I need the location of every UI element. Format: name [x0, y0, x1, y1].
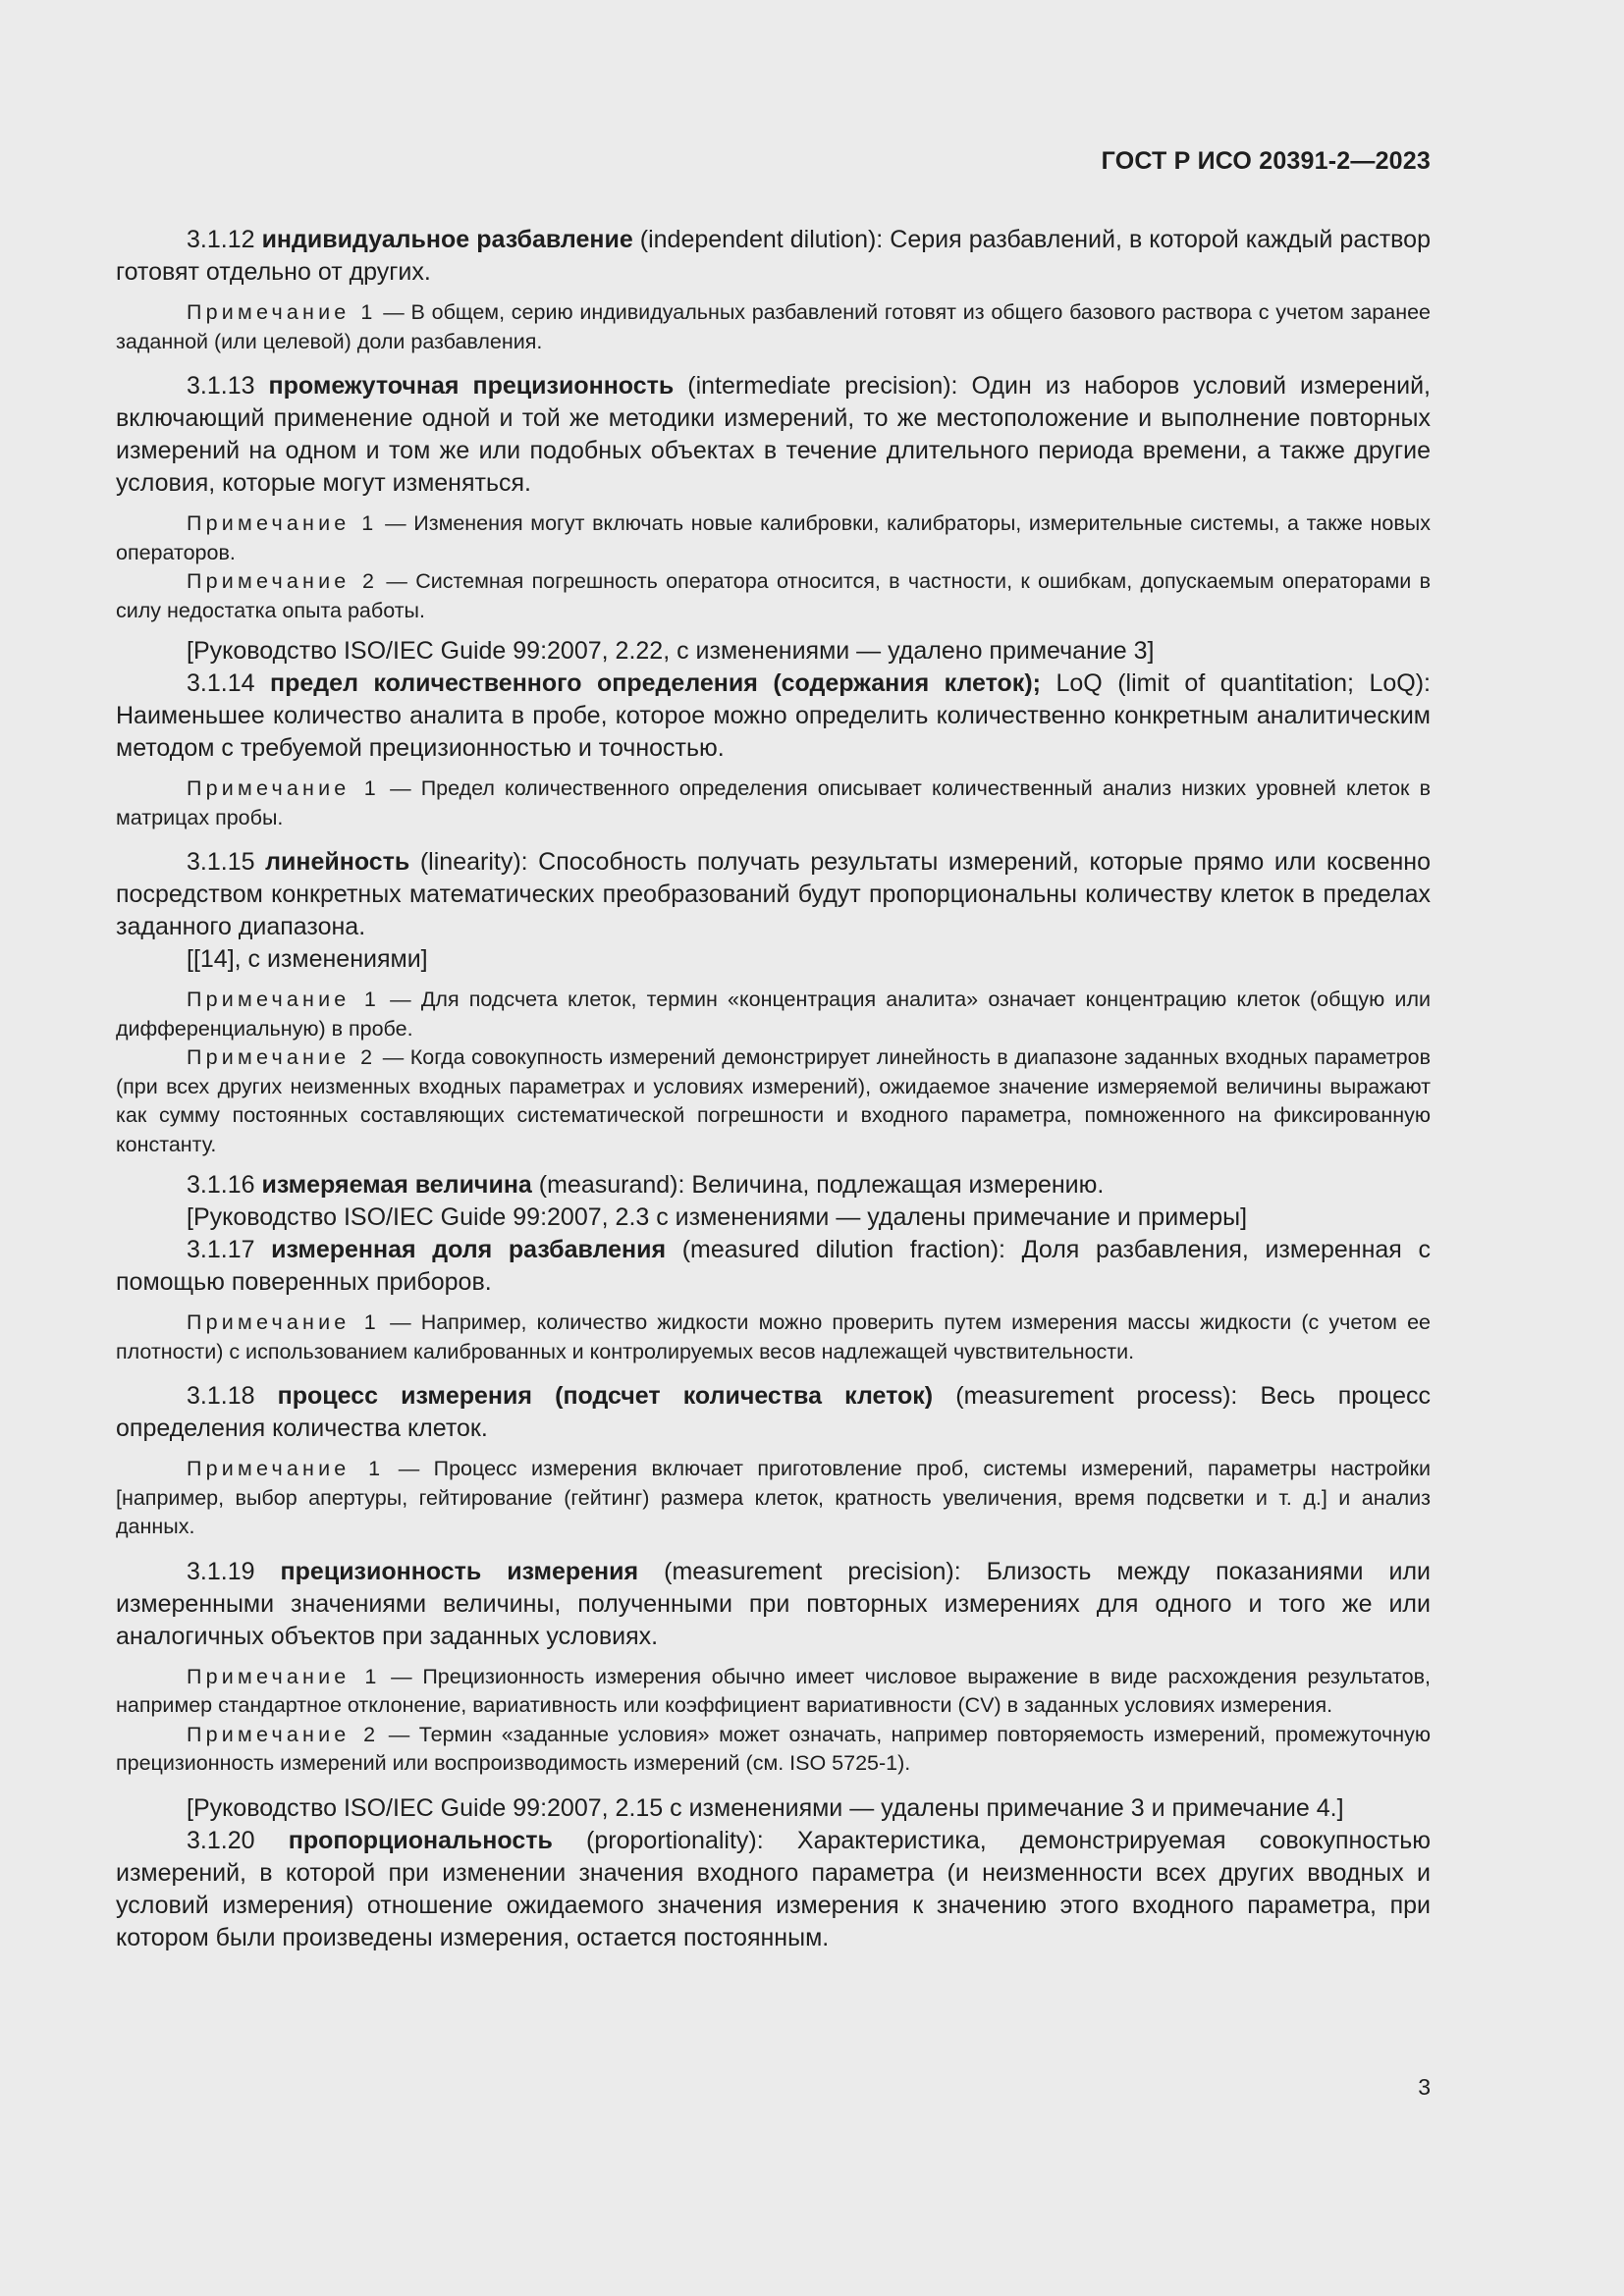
- note-text: — Предел количественного определения описывает количественный анализ низких уровней клеток в матрицах пробы.: [116, 776, 1431, 829]
- note-label: Примечание 1: [187, 1310, 380, 1334]
- term-name: измеренная доля разбавления: [271, 1236, 667, 1263]
- note-text: — Например, количество жидкости можно проверить путем измерения массы жидкости (с учетом ее плотности) с использованием калиброванных и контролируемых весов надлежащей чувствительности.: [116, 1310, 1431, 1363]
- note-text: — Процесс измерения включает приготовление проб, системы измерений, параметры настройки [например, выбор апертуры, гейтирование (гейтинг) размера клеток, кратность увеличения, время подсветки и т. д.] и анализ данных.: [116, 1457, 1431, 1538]
- term-number: 3.1.12: [187, 226, 255, 253]
- note-label: Примечание 2: [187, 569, 379, 593]
- term-definition: (intermediate precision): Один из наборов условий измерений, включающий применение одной и той же методики измерений, то же местоположение и выполнение повторных измерений на одном и том же или подобных объектах в течение длительного периода времени, а также другие условия, которые могут изменяться.: [116, 372, 1431, 497]
- term-name: прецизионность измерения: [280, 1557, 639, 1585]
- term-number: 3.1.14: [187, 669, 255, 697]
- reference-line: [Руководство ISO/IEC Guide 99:2007, 2.3 с изменениями — удалены примечание и примеры]: [187, 1203, 1248, 1231]
- term-name: линейность: [265, 848, 410, 876]
- document-body: [116, 224, 1431, 1954]
- definition-3-1-18: [116, 1380, 1431, 1445]
- note-text: — Для подсчета клеток, термин «концентрация аналита» означает концентрацию клеток (общую или дифференциальную) в пробе.: [116, 988, 1431, 1041]
- term-name: пропорциональность: [288, 1826, 553, 1854]
- note-text: — Прецизионность измерения обычно имеет числовое выражение в виде расхождения результатов, например стандартное отклонение, вариативность или коэффициент вариативности (CV) в заданных условиях измерения.: [116, 1664, 1431, 1717]
- note-text: — Системная погрешность оператора относится, в частности, к ошибкам, допускаемым операторами в силу недостатка опыта работы.: [116, 569, 1431, 622]
- note: [116, 1308, 1431, 1366]
- note: [116, 509, 1431, 567]
- term-definition: (measurand): Величина, подлежащая измерению.: [531, 1171, 1105, 1199]
- term-name: измеряемая величина: [261, 1171, 532, 1199]
- term-definition: (independent dilution): Серия разбавлений, в которой каждый раствор готовят отдельно от других.: [116, 226, 1431, 286]
- definition-3-1-19: [116, 1556, 1431, 1653]
- reference-line: [Руководство ISO/IEC Guide 99:2007, 2.22, с изменениями — удалено примечание 3]: [187, 637, 1155, 665]
- definition-3-1-14: [116, 667, 1431, 765]
- reference-line: [[14], с изменениями]: [187, 945, 428, 973]
- note: [116, 298, 1431, 356]
- term-definition: (measured dilution fraction): Доля разбавления, измеренная с помощью поверенных приборов.: [116, 1236, 1431, 1296]
- note-text: — Изменения могут включать новые калибровки, калибраторы, измерительные системы, а также новых операторов.: [116, 511, 1431, 564]
- note-label: Примечание 2: [187, 1045, 377, 1069]
- page-number: 3: [1418, 2074, 1431, 2100]
- note-label: Примечание 1: [187, 988, 380, 1011]
- note-label: Примечание 1: [187, 1457, 385, 1480]
- note-text: — В общем, серию индивидуальных разбавлений готовят из общего базового раствора с учетом заранее заданной (или целевой) доли разбавления.: [116, 300, 1431, 353]
- term-name: индивидуальное разбавление: [261, 226, 633, 253]
- definition-3-1-13: [116, 370, 1431, 500]
- term-definition: (measurement precision): Близость между показаниями или измеренными значениями величины, полученными при повторных измерениях для одного и того же или аналогичных объектов при заданных условиях.: [116, 1557, 1431, 1650]
- note: [116, 1721, 1431, 1779]
- document-header: ГОСТ Р ИСО 20391-2—2023: [1101, 147, 1431, 175]
- term-definition: (linearity): Способность получать результаты измерений, которые прямо или косвенно посредством конкретных математических преобразований будут пропорциональны количеству клеток в пределах заданного диапазона.: [116, 848, 1431, 940]
- note: [116, 1455, 1431, 1542]
- note: [116, 1663, 1431, 1721]
- note: [116, 986, 1431, 1043]
- note-label: Примечание 1: [187, 300, 377, 324]
- term-number: 3.1.13: [187, 372, 255, 400]
- definition-3-1-15: [116, 846, 1431, 943]
- note-text: — Когда совокупность измерений демонстрирует линейность в диапазоне заданных входных параметров (при всех других неизменных входных параметрах и условиях измерений), ожидаемое значение измеряемой величины выражают как сумму постоянных составляющих систематической погрешности и входного параметра, помноженного на фиксированную константу.: [116, 1045, 1431, 1156]
- note: [116, 1043, 1431, 1159]
- note-label: Примечание 1: [187, 1664, 381, 1688]
- term-name: предел количественного определения (содержания клеток);: [270, 669, 1041, 697]
- term-number: 3.1.15: [187, 848, 255, 876]
- definition-3-1-12: [116, 224, 1431, 289]
- term-number: 3.1.16: [187, 1171, 255, 1199]
- note-label: Примечание 2: [187, 1722, 380, 1746]
- note: [116, 567, 1431, 625]
- definition-3-1-17: [116, 1234, 1431, 1299]
- term-name: процесс измерения (подсчет количества клеток): [277, 1382, 934, 1410]
- term-name: промежуточная прецизионность: [268, 372, 675, 400]
- term-number: 3.1.17: [187, 1236, 255, 1263]
- term-definition: (measurement process): Весь процесс определения количества клеток.: [116, 1382, 1432, 1442]
- term-number: 3.1.20: [187, 1826, 255, 1854]
- note-text: — Термин «заданные условия» может означать, например повторяемость измерений, промежуточную прецизионность измерений или воспроизводимость измерений (см. ISO 5725-1).: [116, 1722, 1431, 1775]
- definition-3-1-20: [116, 1825, 1431, 1954]
- term-number: 3.1.19: [187, 1557, 255, 1585]
- term-definition: LoQ (limit of quantitation; LoQ): Наименьшее количество аналита в пробе, которое можно определить количественно конкретным аналитическим методом с требуемой прецизионностью и точностью.: [116, 669, 1431, 762]
- note: [116, 774, 1431, 832]
- definition-3-1-16: [116, 1169, 1431, 1201]
- term-definition: (proportionality): Характеристика, демонстрируемая совокупностью измерений, в которой при изменении значения входного параметра (и неизменности всех других вводных и условий измерения) отношение ожидаемого значения измерения к значению этого входного параметра, при котором были произведены измерения, остается постоянным.: [116, 1826, 1431, 1951]
- term-number: 3.1.18: [187, 1382, 255, 1410]
- note-label: Примечание 1: [187, 776, 380, 800]
- note-label: Примечание 1: [187, 511, 378, 535]
- reference-line: [Руководство ISO/IEC Guide 99:2007, 2.15 с изменениями — удалены примечание 3 и примечание 4.]: [187, 1793, 1344, 1822]
